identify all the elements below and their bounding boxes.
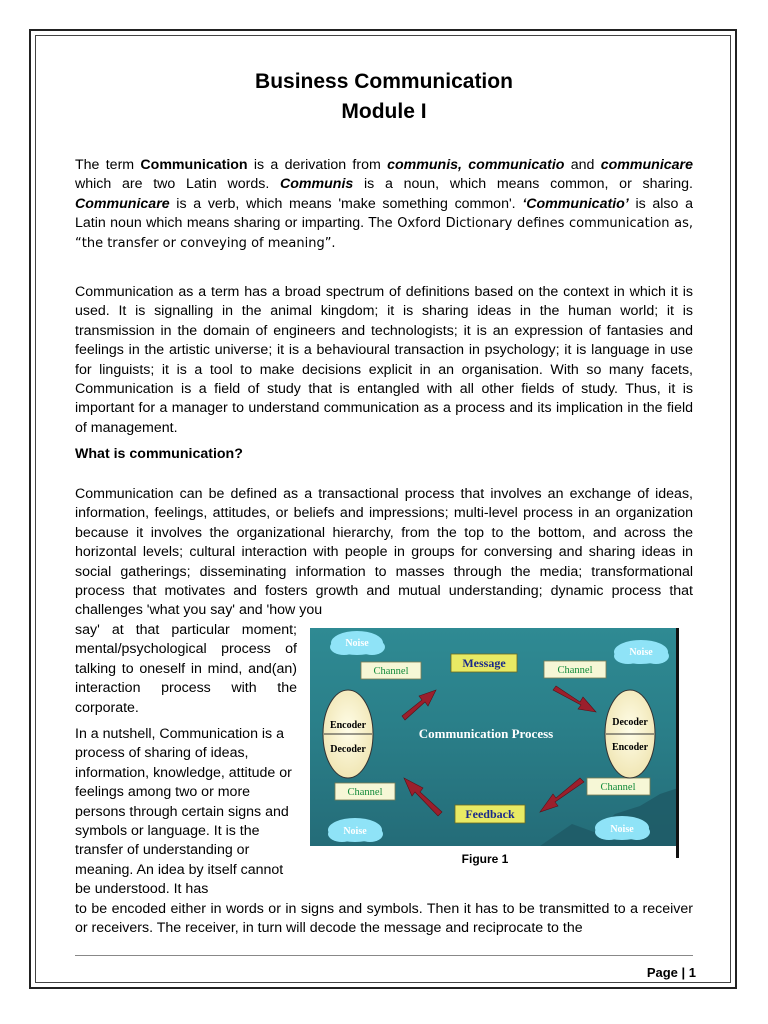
communication-process-figure — [310, 628, 678, 846]
svg-text:Message: Message — [462, 656, 506, 670]
page-number: Page | 1 — [646, 965, 696, 980]
svg-text:Channel: Channel — [347, 787, 383, 798]
encoder-label: Encoder — [329, 720, 367, 731]
channel-box-top-left — [361, 662, 421, 679]
noise-cloud-bottom-left — [328, 818, 383, 842]
decoder-label: Decoder — [330, 744, 366, 755]
svg-text:Feedback: Feedback — [465, 807, 515, 821]
svg-text:Channel: Channel — [600, 782, 636, 793]
encoder-label: Encoder — [611, 742, 649, 753]
arrow-down-right — [553, 686, 596, 712]
decoder-encoder-right — [605, 690, 655, 778]
arrow-down-left — [540, 778, 584, 812]
noise-label: Noise — [610, 824, 634, 835]
paragraph-nutshell: In a nutshell, Communication is a process of sharing of ideas, information, knowledge, attitude or feelings among two or more persons through certain signs and symbols or language. It is the transfer of understanding or meaning. An idea by itself cannot be understood. It has — [75, 726, 292, 898]
noise-label: Noise — [343, 826, 367, 837]
figure-caption: Figure 1 — [461, 852, 509, 866]
paragraph-transactional: Communication can be defined as a transactional process that involves an exchange of ideas, information, feelings, attitudes, or beliefs and impressions; multi-level process in an organization because it involves the organizational hierarchy, from the top to the bottom, and across the horizontal levels; cultural interaction with people in groups for conversing and sharing ideas in social gatherings; disseminating information to masses through the media; transformational process that motivates and fosters growth and mutual understanding; dynamic process that challenges 'what you say' and 'how you — [75, 486, 693, 619]
arrow-up-left — [404, 778, 442, 816]
noise-cloud-top-right — [614, 640, 669, 664]
module-title: Module I — [341, 100, 427, 123]
channel-box-bottom-right — [587, 778, 650, 795]
noise-label: Noise — [629, 647, 653, 658]
paragraph-encoding: to be encoded either in words or in signs and symbols. Then it has to be transmitted to a receiver or receivers. The receiver, in turn will decode the message and reciprocate to the — [75, 901, 693, 937]
channel-box-bottom-left — [335, 783, 395, 800]
figure-edge-bar — [676, 628, 679, 858]
paragraph-side-1: say' at that particular moment; mental/psychological process of talking to oneself in mind, and(an) interaction process with the corporate. — [75, 622, 297, 716]
message-box — [451, 654, 517, 672]
feedback-box — [455, 805, 525, 823]
communication-process-label: Communication Process — [418, 726, 554, 741]
channel-box-top-right — [544, 661, 606, 678]
paragraph-definitions: Communication as a term has a broad spectrum of definitions based on the context in which it is used. It is signalling in the animal kingdom; it is sharing ideas in the human world; it is transmission in the domain of engineers and technologists; it is an expression of fantasies and feelings in the artistic universe; it is a behavioural transaction in psychology; it is language in use for linguists; it is a tool to make decisions explicit in an organisation. With so many facets, Communication is a field of study that is entangled with all other fields of study. Thus, it is important for a manager to understand communication as a process and its implication in the field of management. — [75, 284, 693, 436]
noise-label: Noise — [345, 638, 369, 649]
encoder-decoder-left — [323, 690, 373, 778]
noise-cloud-top-left — [330, 631, 385, 655]
decoder-label: Decoder — [612, 717, 648, 728]
arrow-up-right — [402, 690, 436, 720]
footer-divider — [75, 955, 693, 956]
svg-text:Channel: Channel — [373, 666, 409, 677]
paragraph-etymology: The term Communication is a derivation from communis, communicatio and communicare which are two Latin words. Communis is a noun, which means common, or sharing. Communicare is a verb, which means 'make something common'. ‘Communicatio’ is also a Latin noun which means sharing or imparting. The Oxford Dictionary defines communication as, “the transfer or conveying of meaning”. — [75, 157, 693, 251]
svg-text:Channel: Channel — [557, 665, 593, 676]
document-title: Business Communication — [255, 70, 513, 93]
section-heading: What is communication? — [75, 446, 243, 462]
